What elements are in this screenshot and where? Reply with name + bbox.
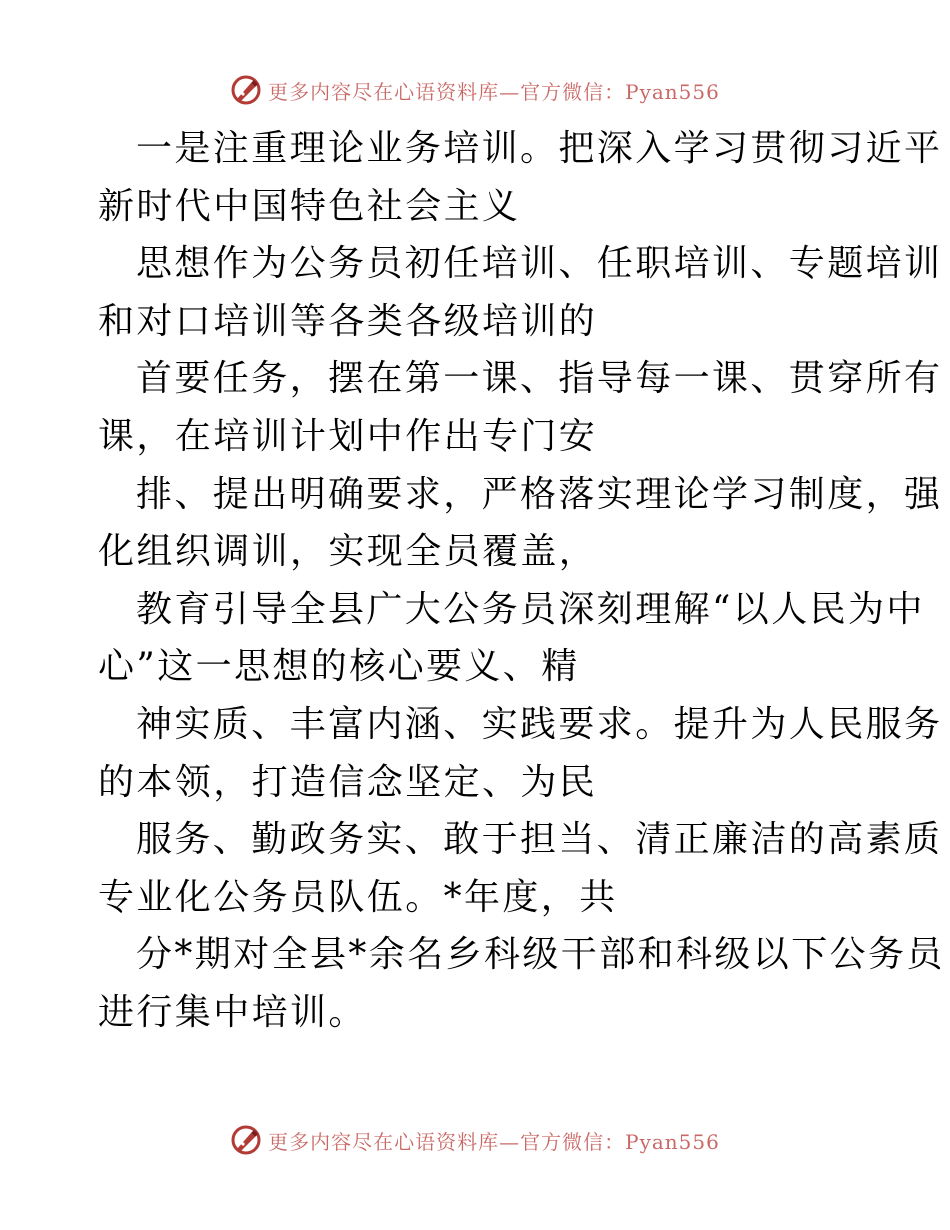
paragraph-8-line-1: 分*期对全县*余名乡科级干部和科级以下公务员 (136, 934, 945, 976)
paragraph-8-line-2: 进行集中培训。 (98, 991, 367, 1033)
footer-banner-wechat: 官方微信：Pyan556 (520, 1129, 720, 1154)
header-banner-main: 更多内容尽在心语资料库 (268, 79, 500, 104)
paragraph-2-line-2: 和对口培训等各类各级培训的 (98, 300, 598, 342)
footer-banner[interactable] (0, 1120, 950, 1160)
pen-nib-logo-icon (230, 74, 262, 106)
paragraph-6-line-1: 神实质、丰富内涵、实践要求。提升为人民服务 (136, 703, 943, 745)
header-banner-dash: — (499, 79, 521, 104)
paragraph-6-line-2: 的本领，打造信念坚定、为民 (98, 761, 598, 803)
pen-nib-logo-icon (230, 1124, 262, 1156)
paragraph-1-line-1: 一是注重理论业务培训。把深入学习贯彻习近平 (136, 128, 943, 169)
header-banner-text (268, 76, 720, 105)
paragraph-4-line-2: 化组织调训，实现全员覆盖， (98, 531, 598, 573)
paragraph-5-line-1: 教育引导全县广大公务员深刻理解“以人民为中 (136, 588, 925, 630)
document-body (98, 120, 945, 1042)
footer-banner-main: 更多内容尽在心语资料库 (268, 1129, 500, 1154)
paragraph-3-line-2: 课，在培训计划中作出专门安 (98, 415, 598, 457)
header-banner[interactable] (0, 70, 950, 110)
paragraph-3-line-1: 首要任务，摆在第一课、指导每一课、贯穿所有 (136, 358, 943, 400)
paragraph-1-line-2: 新时代中国特色社会主义 (98, 185, 521, 227)
paragraph-5-line-2: 心”这一思想的核心要义、精 (98, 646, 580, 688)
header-banner-wechat: 官方微信：Pyan556 (520, 79, 720, 104)
paragraph-2-line-1: 思想作为公务员初任培训、任职培训、专题培训 (136, 243, 943, 285)
paragraph-7-line-2: 专业化公务员队伍。*年度，共 (98, 876, 618, 918)
paragraph-4-line-1: 排、提出明确要求，严格落实理论学习制度，强 (136, 473, 943, 515)
paragraph-7-line-1: 服务、勤政务实、敢于担当、清正廉洁的高素质 (136, 819, 943, 861)
footer-banner-text (268, 1126, 720, 1155)
footer-banner-dash: — (499, 1129, 521, 1154)
